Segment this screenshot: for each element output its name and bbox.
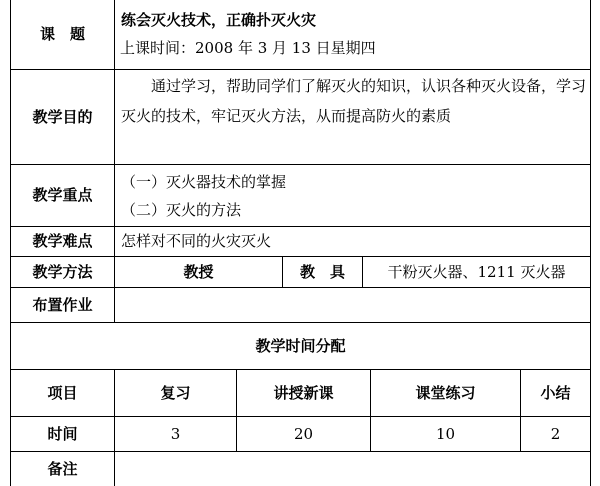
remarks-label: 备注 [47,459,78,478]
homework-label: 布置作业 [32,295,93,314]
tools-label: 教 具 [299,262,345,281]
lesson-title: 练会灭火技术，正确扑灭火灾 [121,10,317,29]
column-header-summary: 小结 [540,383,571,402]
time-row-label: 时间 [47,424,78,443]
column-header-review: 复习 [160,383,191,402]
table-border-right [590,0,591,486]
time-value-summary: 2 [550,424,561,443]
tools-value: 干粉灭火器、1211 灭火器 [387,262,566,281]
difficulty-text: 怎样对不同的火灾灭火 [121,232,272,250]
difficulty-label: 教学难点 [32,232,93,250]
class-time: 上课时间：2008 年 3 月 13 日星期四 [120,38,376,57]
time-value-new-lesson: 20 [293,424,314,443]
goal-label: 教学目的 [32,107,93,126]
time-allocation-title: 教学时间分配 [255,336,346,355]
method-value: 教授 [183,262,214,281]
column-header-item: 项目 [47,383,78,402]
key-point-item: （二）灭火的方法 [121,200,242,219]
goal-text: 通过学习，帮助同学们了解灭火的知识，认识各种灭火设备，学习灭火的技术，牢记灭火方法，从而提高防火的素质 [121,77,587,125]
time-value-practice: 10 [435,424,456,443]
time-value-review: 3 [170,424,181,443]
column-header-new-lesson: 讲授新课 [273,383,334,402]
column-header-practice: 课堂练习 [415,383,476,402]
key-point-item: （一）灭火器技术的掌握 [121,172,287,191]
method-label: 教学方法 [32,262,93,281]
topic-label: 课 题 [39,25,85,43]
key-points-label: 教学重点 [32,186,93,204]
